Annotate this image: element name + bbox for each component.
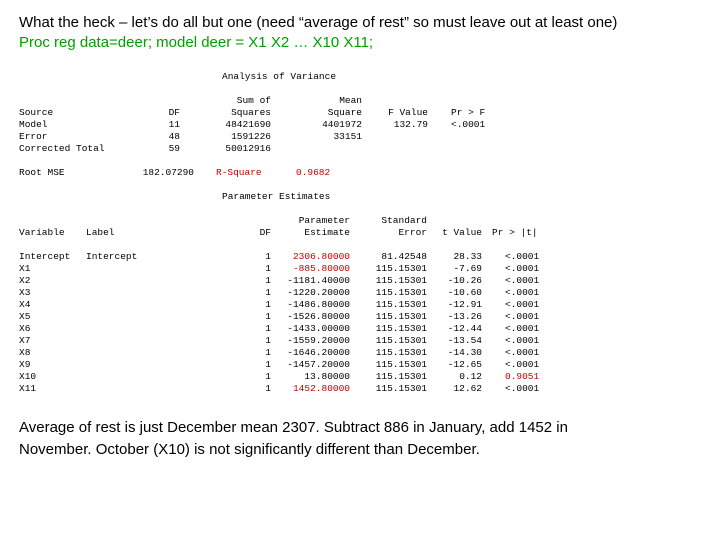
- anova-row-ms: 33151: [333, 131, 362, 142]
- param-variable: Intercept: [19, 251, 71, 262]
- params-col-t: t Value: [442, 227, 482, 238]
- anova-row-ss: 50012916: [225, 143, 271, 154]
- param-p: <.0001: [505, 323, 540, 334]
- anova-col-ss-1: Sum of: [236, 95, 271, 106]
- anova-row-df: 48: [168, 131, 180, 142]
- param-df: 1: [265, 347, 271, 358]
- param-se: 115.15301: [375, 383, 427, 394]
- anova-row-ms: 4401972: [322, 119, 362, 130]
- param-t: -14.30: [447, 347, 482, 358]
- param-t: -7.69: [453, 263, 482, 274]
- param-df: 1: [265, 275, 271, 286]
- params-col-p: Pr > |t|: [492, 227, 538, 238]
- param-df: 1: [265, 335, 271, 346]
- params-t-column: [432, 251, 482, 395]
- param-df: 1: [265, 371, 271, 382]
- param-t: -13.26: [447, 311, 482, 322]
- param-df: 1: [265, 359, 271, 370]
- anova-row-source: Corrected Total: [19, 143, 105, 154]
- param-se: 81.42548: [381, 251, 427, 262]
- params-col-df: DF: [259, 227, 271, 238]
- param-se: 115.15301: [375, 371, 427, 382]
- anova-f-value: 132.79: [393, 119, 428, 130]
- params-estimate-column: [270, 251, 350, 395]
- param-variable: X5: [19, 311, 31, 322]
- param-p: <.0001: [505, 251, 540, 262]
- param-se: 115.15301: [375, 275, 427, 286]
- param-estimate: -1457.20000: [287, 359, 350, 370]
- param-t: -13.54: [447, 335, 482, 346]
- code-line: Proc reg data=deer; model deer = X1 X2 … X10 X11;: [19, 34, 374, 51]
- param-se: 115.15301: [375, 299, 427, 310]
- param-variable: X4: [19, 299, 31, 310]
- param-estimate: -1181.40000: [287, 275, 350, 286]
- params-col-est-1: Parameter: [298, 215, 350, 226]
- param-estimate: -1646.20000: [287, 347, 350, 358]
- param-t: -12.44: [447, 323, 482, 334]
- param-variable: X7: [19, 335, 31, 346]
- params-df-column: [248, 251, 271, 395]
- params-col-est-2: Estimate: [304, 227, 350, 238]
- param-se: 115.15301: [375, 347, 427, 358]
- params-col-label: Label: [86, 227, 115, 238]
- anova-col-ss-2: Squares: [231, 107, 271, 118]
- params-p-column: [505, 251, 539, 395]
- param-variable: X3: [19, 287, 31, 298]
- anova-col-df: DF: [168, 107, 180, 118]
- param-t: -10.26: [447, 275, 482, 286]
- params-col-variable: Variable: [19, 227, 65, 238]
- param-estimate: 13.80000: [304, 371, 350, 382]
- param-t: 0.12: [459, 371, 482, 382]
- param-variable: X6: [19, 323, 31, 334]
- anova-source-column: [19, 119, 105, 155]
- param-se: 115.15301: [375, 323, 427, 334]
- anova-row-df: 11: [168, 119, 180, 130]
- param-variable: X8: [19, 347, 31, 358]
- anova-df-column: [150, 119, 180, 155]
- param-p: <.0001: [505, 347, 540, 358]
- anova-row-df: 59: [168, 143, 180, 154]
- params-heading: Parameter Estimates: [222, 191, 331, 202]
- param-t: -10.60: [447, 287, 482, 298]
- param-estimate: -1559.20000: [287, 335, 350, 346]
- param-se: 115.15301: [375, 287, 427, 298]
- param-estimate: -1220.20000: [287, 287, 350, 298]
- anova-ms-column: [300, 119, 362, 143]
- param-p: <.0001: [505, 263, 540, 274]
- param-p: <.0001: [505, 299, 540, 310]
- param-df: 1: [265, 287, 271, 298]
- param-df: 1: [265, 299, 271, 310]
- anova-row-ss: 1591226: [231, 131, 271, 142]
- param-df: 1: [265, 263, 271, 274]
- root-mse-label: Root MSE: [19, 167, 65, 178]
- param-estimate: -885.80000: [292, 263, 350, 274]
- params-variable-column: [19, 251, 70, 395]
- param-p: <.0001: [505, 287, 540, 298]
- footer-note: Average of rest is just December mean 2307. Subtract 886 in January, add 1452 in November. October (X10) is not significantly different than December.: [19, 419, 568, 458]
- param-estimate: 1452.80000: [292, 383, 350, 394]
- anova-col-p: Pr > F: [451, 107, 486, 118]
- param-t: -12.65: [447, 359, 482, 370]
- param-variable: X9: [19, 359, 31, 370]
- anova-col-source: Source: [19, 107, 54, 118]
- param-df: 1: [265, 311, 271, 322]
- param-t: 28.33: [453, 251, 482, 262]
- param-estimate: -1526.80000: [287, 311, 350, 322]
- param-estimate: -1486.80000: [287, 299, 350, 310]
- param-estimate: 2306.80000: [292, 251, 350, 262]
- param-t: 12.62: [453, 383, 482, 394]
- param-p: <.0001: [505, 359, 540, 370]
- anova-ss-column: [205, 119, 271, 155]
- param-se: 115.15301: [375, 359, 427, 370]
- param-label: Intercept: [86, 251, 138, 262]
- param-df: 1: [265, 323, 271, 334]
- rsquare-label: R-Square: [216, 167, 262, 178]
- anova-row-source: Error: [19, 131, 48, 142]
- param-df: 1: [265, 251, 271, 262]
- root-mse-value: 182.07290: [142, 167, 194, 178]
- param-p: <.0001: [505, 275, 540, 286]
- anova-p-value: <.0001: [451, 119, 486, 130]
- param-se: 115.15301: [375, 311, 427, 322]
- param-p: <.0001: [505, 311, 540, 322]
- param-variable: X2: [19, 275, 31, 286]
- anova-row-ss: 48421690: [225, 119, 271, 130]
- param-variable: X11: [19, 383, 37, 394]
- param-estimate: -1433.00000: [287, 323, 350, 334]
- params-col-se-1: Standard: [381, 215, 427, 226]
- param-se: 115.15301: [375, 335, 427, 346]
- param-t: -12.91: [447, 299, 482, 310]
- param-p: <.0001: [505, 383, 540, 394]
- anova-col-f: F Value: [388, 107, 428, 118]
- slide-title: What the heck – let’s do all but one (need “average of rest” so must leave out at least one): [19, 14, 618, 31]
- param-p: 0.9051: [505, 371, 540, 382]
- param-se: 115.15301: [375, 263, 427, 274]
- param-variable: X1: [19, 263, 31, 274]
- anova-col-ms-1: Mean: [339, 95, 362, 106]
- params-col-se-2: Error: [398, 227, 427, 238]
- rsquare-value: 0.9682: [296, 167, 331, 178]
- anova-heading: Analysis of Variance: [222, 71, 337, 82]
- param-df: 1: [265, 383, 271, 394]
- anova-col-ms-2: Square: [327, 107, 362, 118]
- param-p: <.0001: [505, 335, 540, 346]
- anova-row-source: Model: [19, 119, 48, 130]
- param-variable: X10: [19, 371, 37, 382]
- params-se-column: [365, 251, 427, 395]
